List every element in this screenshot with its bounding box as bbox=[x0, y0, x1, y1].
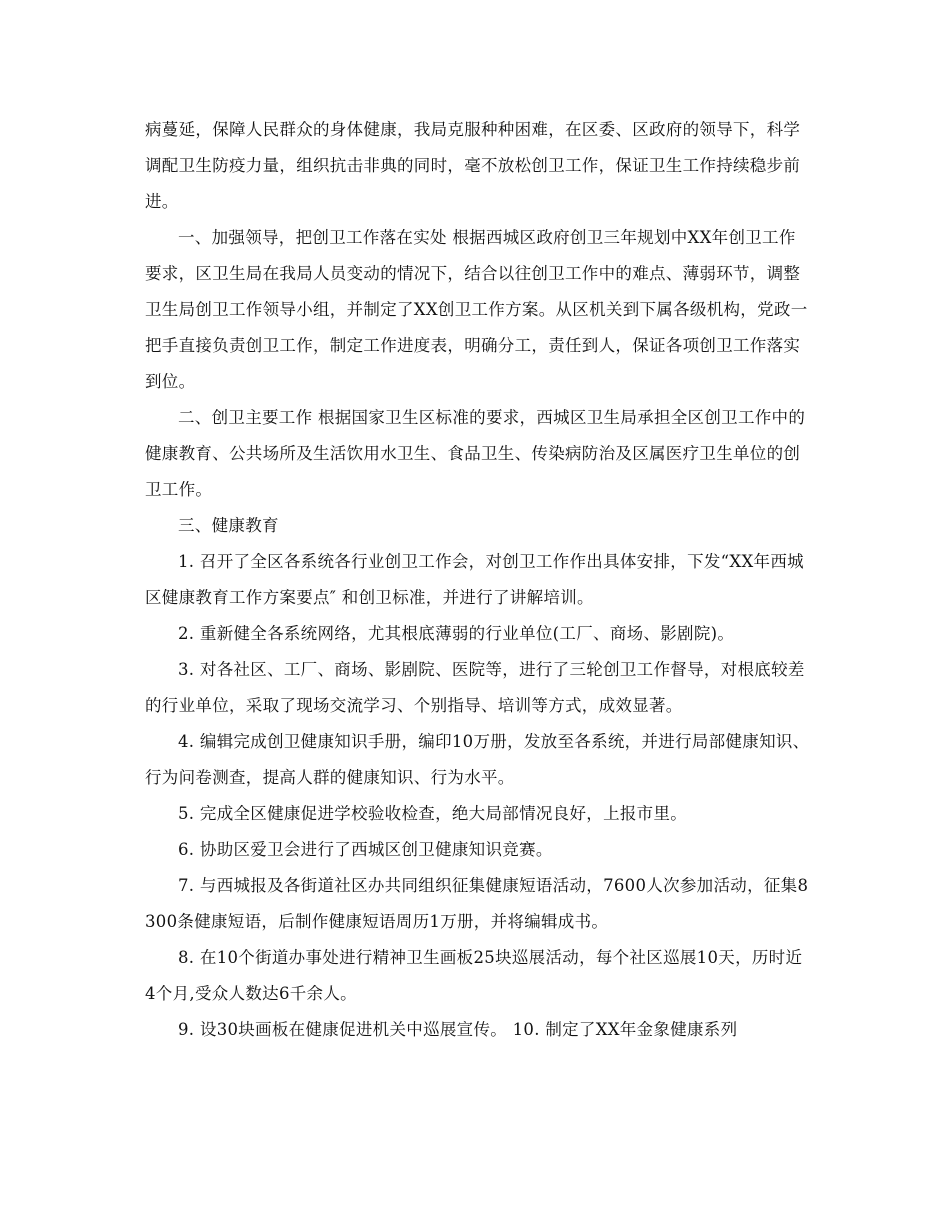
list-item-4: 4. 编辑完成创卫健康知识手册，编印10万册，发放至各系统，并进行局部健康知识、行为问卷测查，提高人群的健康知识、行为水平。 bbox=[145, 732, 810, 787]
paragraph-section-1-leadership: 一、加强领导，把创卫工作落在实处 根据西城区政府创卫三年规划中XX年创卫工作要求，区卫生局在我局人员变动的情况下，结合以往创卫工作中的难点、薄弱环节，调整卫生局创卫工作领导小组，并制定了XX创卫工作方案。从区机关到下属各级机构，党政一把手直接负责创卫工作，制定工作进度表，明确分工，责任到人，保证各项创卫工作落实到位。 bbox=[145, 228, 808, 391]
list-item-2: 2. 重新健全各系统网络，尤其根底薄弱的行业单位(工厂、商场、影剧院)。 bbox=[178, 624, 735, 643]
list-item-9-10: 9. 设30块画板在健康促进机关中巡展宣传。 10. 制定了XX年金象健康系列 bbox=[178, 1020, 738, 1039]
heading-section-3-health-education: 三、健康教育 bbox=[178, 516, 279, 535]
list-item-1: 1. 召开了全区各系统各行业创卫工作会，对创卫工作作出具体安排，下发“XX年西城区健康教育工作方案要点″ 和创卫标准，并进行了讲解培训。 bbox=[145, 552, 804, 607]
paragraph-section-2-main-work: 二、创卫主要工作 根据国家卫生区标准的要求，西城区卫生局承担全区创卫工作中的健康教育、公共场所及生活饮用水卫生、食品卫生、传染病防治及区属医疗卫生单位的创卫工作。 bbox=[145, 408, 806, 499]
document-body bbox=[145, 112, 811, 1048]
list-item-5: 5. 完成全区健康促进学校验收检查，绝大局部情况良好，上报市里。 bbox=[178, 804, 688, 823]
list-item-8: 8. 在10个街道办事处进行精神卫生画板25块巡展活动，每个社区巡展10天，历时近4个月,受众人数达6千余人。 bbox=[145, 948, 803, 1003]
list-item-7: 7. 与西城报及各街道社区办共同组织征集健康短语活动，7600人次参加活动，征集8300条健康短语，后制作健康短语周历1万册，并将编辑成书。 bbox=[145, 876, 809, 931]
paragraph-intro-continuation: 病蔓延，保障人民群众的身体健康，我局克服种种困难，在区委、区政府的领导下，科学调配卫生防疫力量，组织抗击非典的同时，毫不放松创卫工作，保证卫生工作持续稳步前进。 bbox=[145, 120, 801, 211]
list-item-6: 6. 协助区爱卫会进行了西城区创卫健康知识竞赛。 bbox=[178, 840, 553, 859]
list-item-3: 3. 对各社区、工厂、商场、影剧院、医院等，进行了三轮创卫工作督导，对根底较差的行业单位，采取了现场交流学习、个别指导、培训等方式，成效显著。 bbox=[145, 660, 805, 715]
